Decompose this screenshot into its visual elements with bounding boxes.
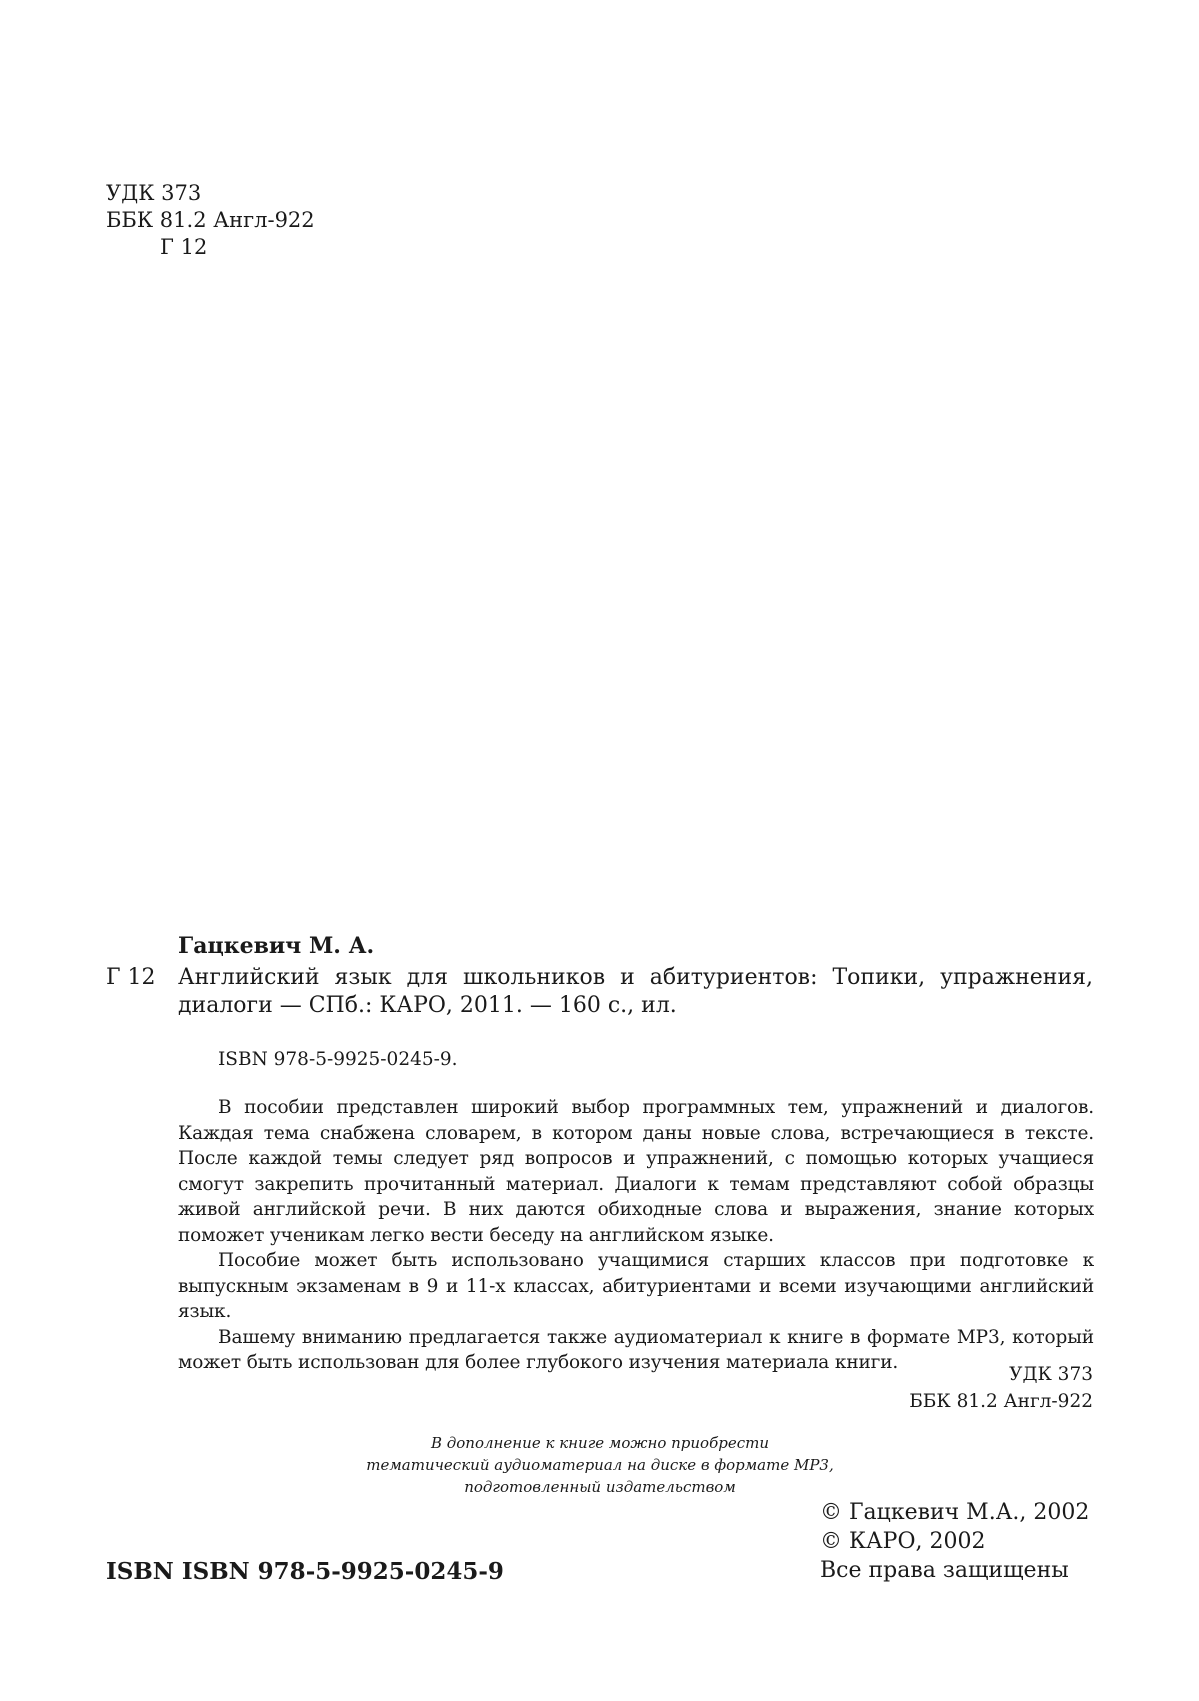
audio-note [320, 1432, 880, 1498]
copyright-author: © Гацкевич М.А., 2002 [820, 1500, 1090, 1525]
author-mark: Г 12 [106, 965, 156, 990]
bibliographic-title-line: Английский язык для школьников и абитуриентов: Топики, упражнения, [178, 965, 1093, 990]
rights-reserved: Все права защищены [820, 1558, 1069, 1583]
bibliographic-imprint-line: диалоги — СПб.: КАРО, 2011. — 160 с., ил. [178, 993, 677, 1018]
bbk-code-bottom: ББК 81.2 Англ-922 [909, 1391, 1093, 1412]
audio-note-line: подготовленный издательством [464, 1478, 736, 1496]
bbk-code-top: ББК 81.2 Англ-922 [106, 208, 315, 232]
annotation-paragraph: В пособии представлен широкий выбор программных тем, упражнений и диалогов. Каждая тема снабжена словарем, в котором даны новые слова, встречающиеся в тексте. После каждой темы следует ряд вопросов и упражнений, с помощью которых учащиеся смогут закрепить прочитанный материал. Диалоги к темам представляют собой образцы живой английской речи. В них даются обиходные слова и выражения, знание которых поможет ученикам легко вести беседу на английском языке. [178, 1097, 1094, 1246]
copyright-publisher: © КАРО, 2002 [820, 1529, 986, 1554]
annotation-paragraph: Пособие может быть использовано учащимися старших классов при подготовке к выпускным экзаменам в 9 и 11-х классах, абитуриентами и всеми изучающими английский язык. [178, 1250, 1094, 1322]
isbn-footer: ISBN ISBN 978-5-9925-0245-9 [106, 1558, 504, 1585]
isbn-record: ISBN 978-5-9925-0245-9. [218, 1049, 458, 1070]
udk-code-top: УДК 373 [106, 181, 202, 205]
audio-note-line: тематический аудиоматериал на диске в формате МР3, [366, 1456, 834, 1474]
annotation-paragraph: Вашему вниманию предлагается также аудиоматериал к книге в формате МР3, который может быть использован для более глубокого изучения материала книги. [178, 1326, 1094, 1373]
udk-code-bottom: УДК 373 [1009, 1364, 1093, 1385]
author-mark-top: Г 12 [160, 235, 208, 259]
audio-note-line: В дополнение к книге можно приобрести [430, 1434, 770, 1452]
author-name: Гацкевич М. А. [178, 933, 375, 959]
annotation [178, 1095, 1094, 1376]
